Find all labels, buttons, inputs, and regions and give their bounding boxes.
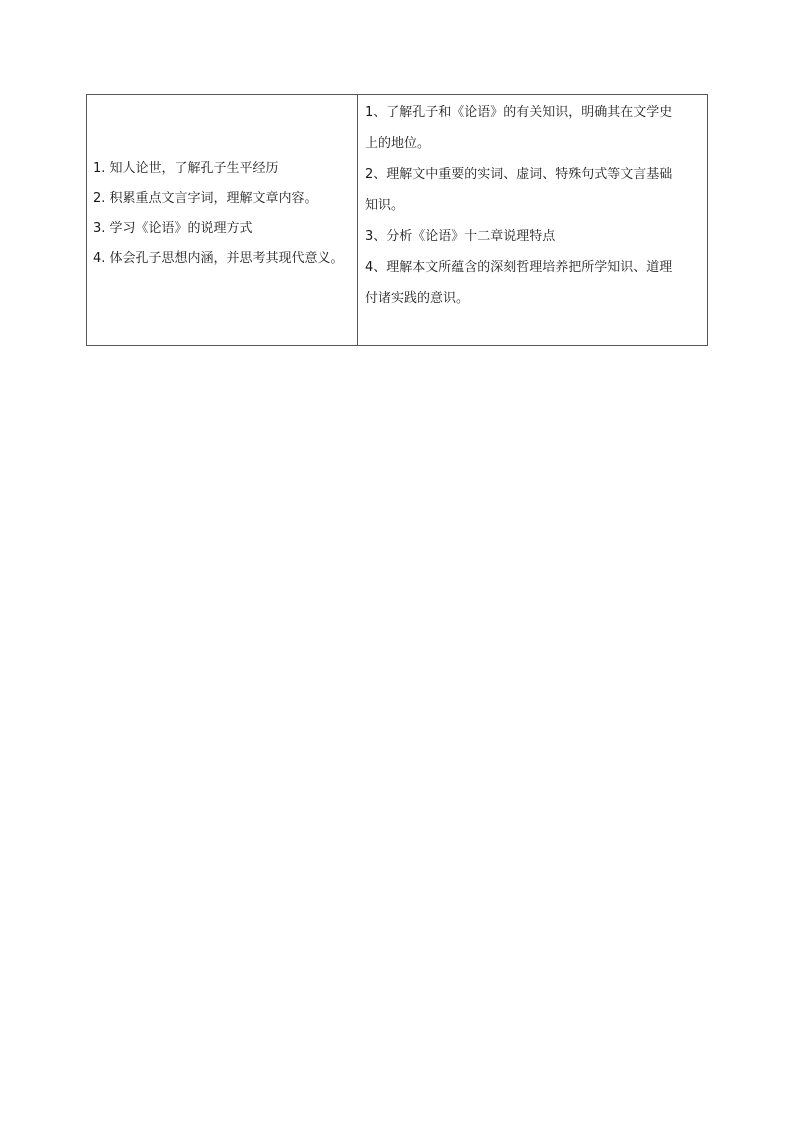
goal-item: 4. 体会孔子思想内涵，并思考其现代意义。 [93, 251, 344, 266]
objective-line: 4、理解本文所蕴含的深刻哲理培养把所学知识、道理 [365, 260, 673, 275]
objective-line: 上的地位。 [365, 136, 431, 151]
goal-item: 1. 知人论世，了解孔子生平经历 [93, 161, 279, 176]
learning-goals-cell [87, 95, 358, 345]
objectives-table [86, 94, 708, 346]
objective-line: 1、了解孔子和《论语》的有关知识，明确其在文学史 [365, 105, 673, 120]
objective-line: 知识。 [365, 198, 405, 213]
objective-line: 2、理解文中重要的实词、虚词、特殊句式等文言基础 [365, 167, 673, 182]
teaching-objectives-cell [358, 95, 707, 345]
objective-line: 付诸实践的意识。 [365, 291, 470, 306]
goal-item: 3. 学习《论语》的说理方式 [93, 221, 253, 236]
goal-item: 2. 积累重点文言字词，理解文章内容。 [93, 191, 318, 206]
objective-line: 3、分析《论语》十二章说理特点 [365, 229, 556, 244]
